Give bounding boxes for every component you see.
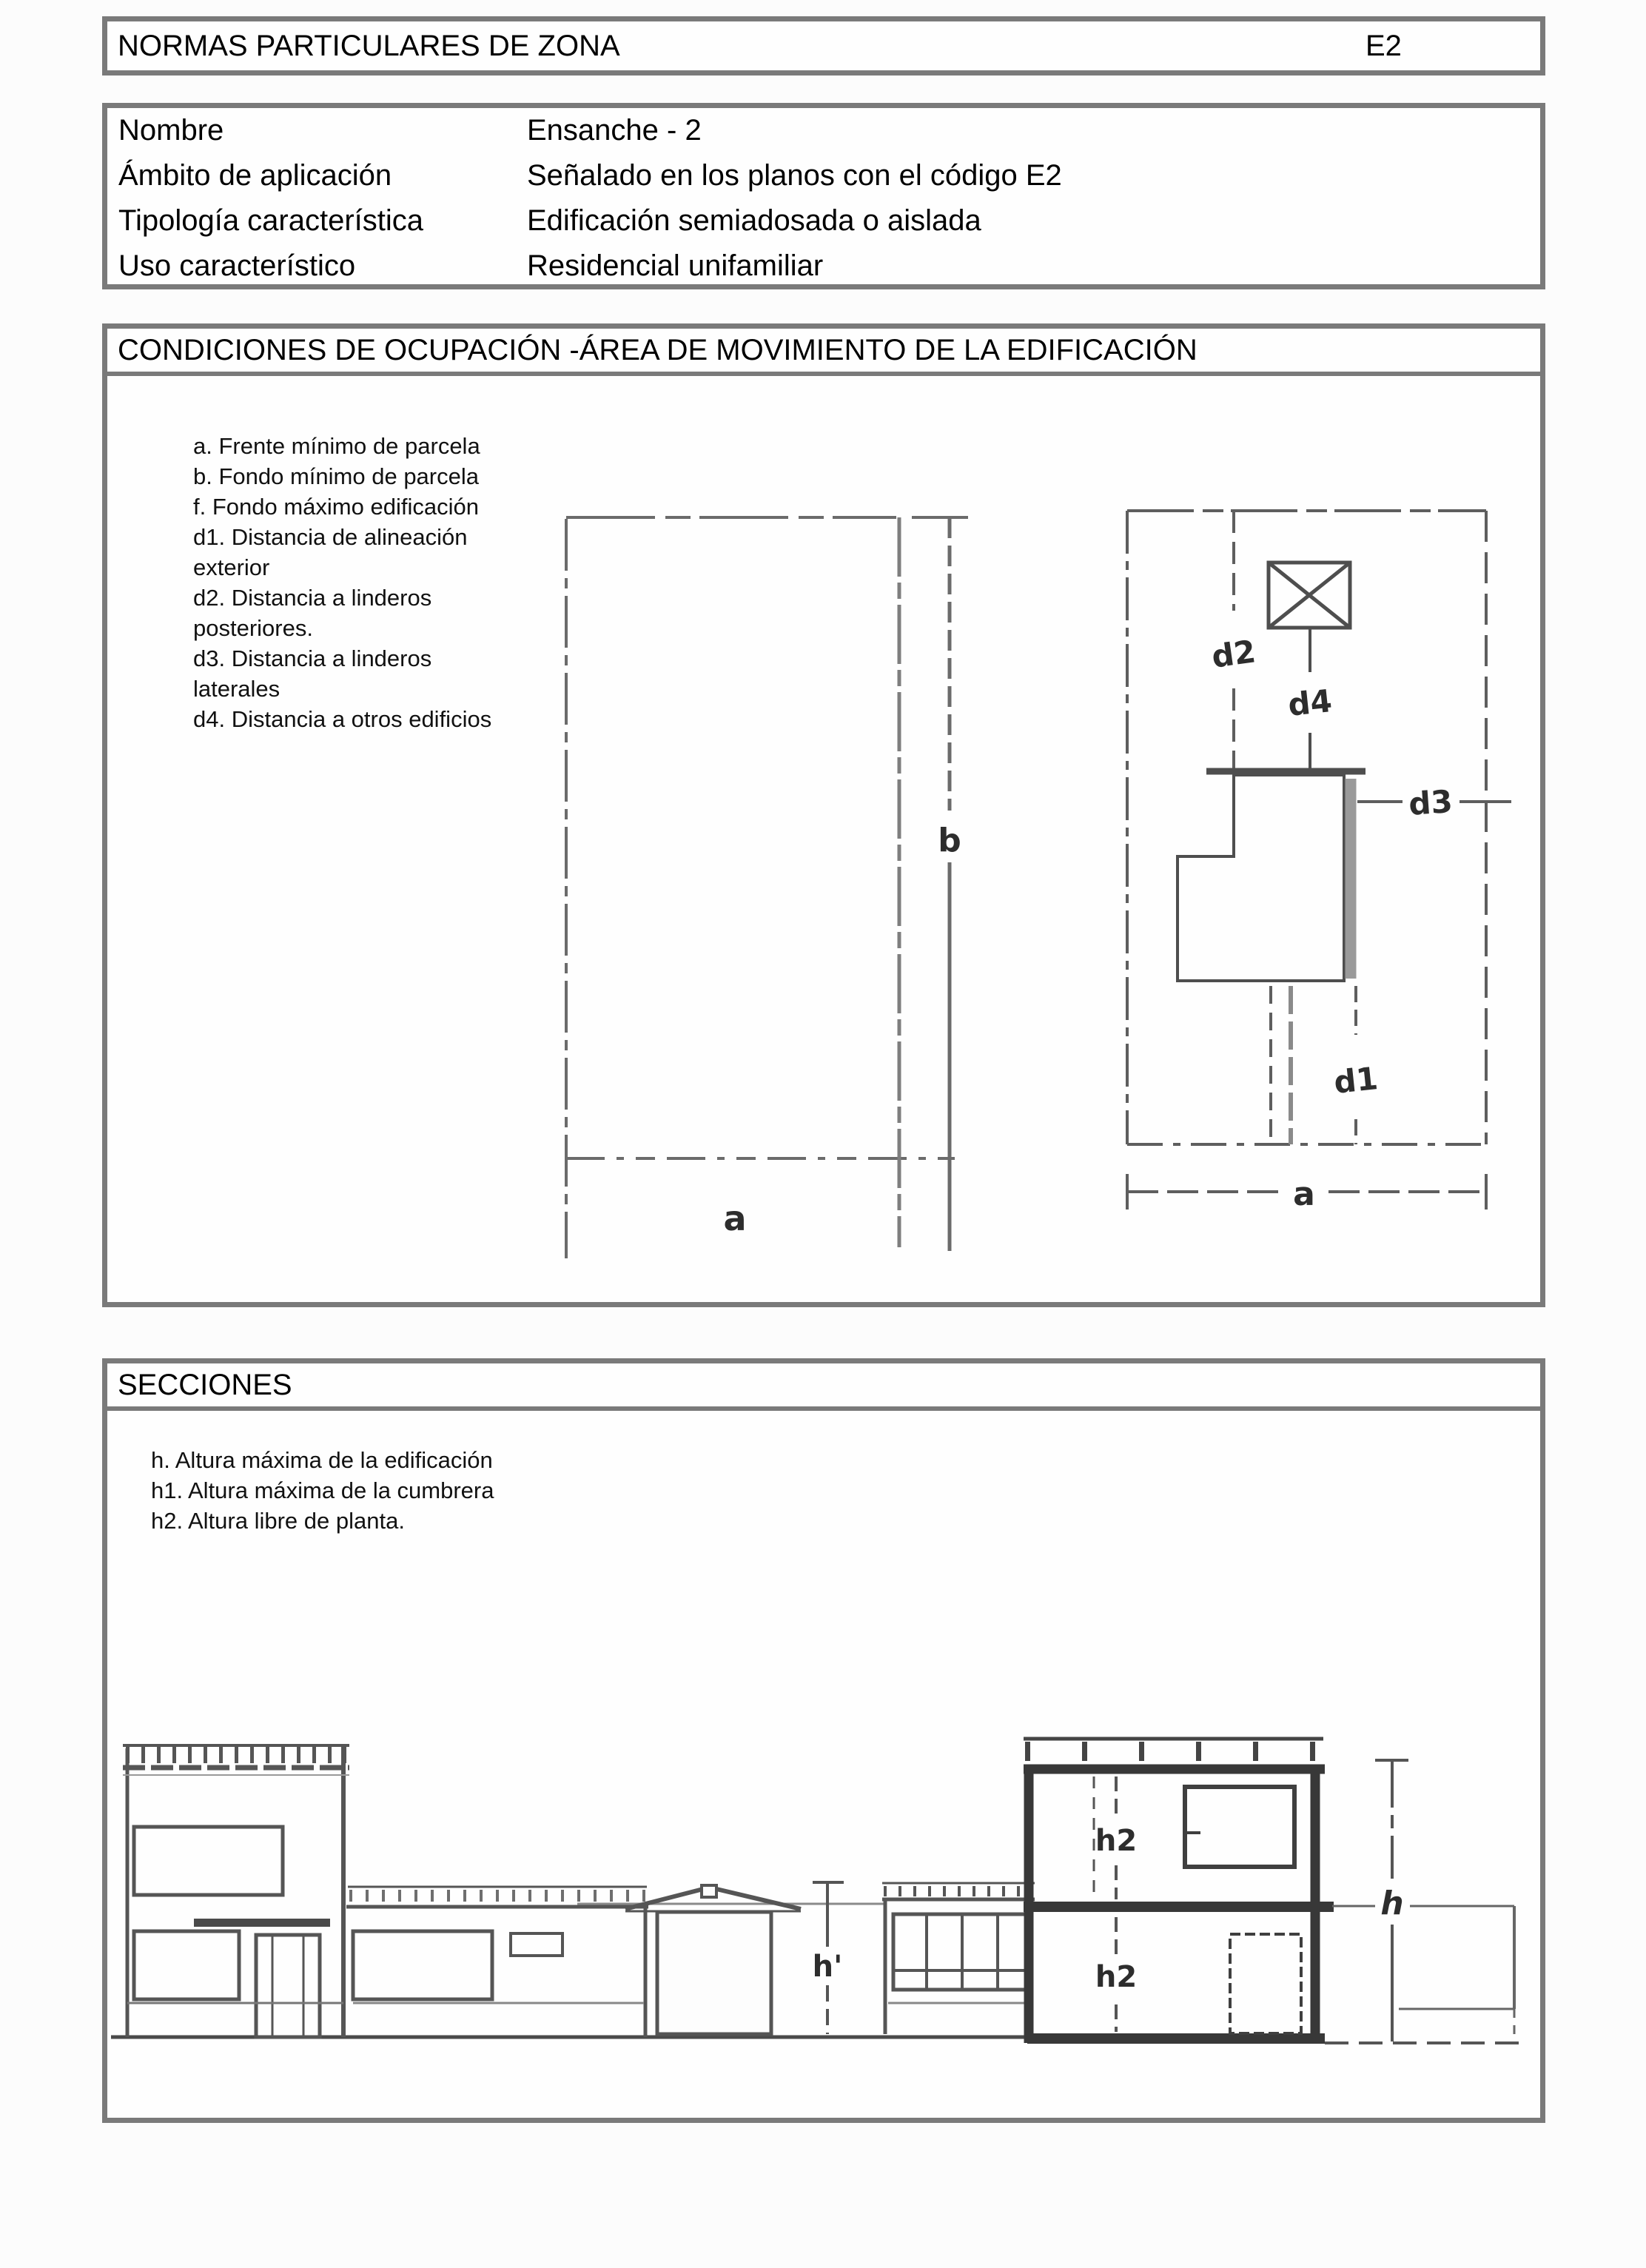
occupation-box: [102, 323, 1545, 1307]
legend-line: b. Fondo mínimo de parcela: [193, 463, 479, 489]
label-h: h: [1380, 1885, 1404, 1922]
label-a-right: a: [1293, 1175, 1315, 1213]
legend-line: exterior: [193, 554, 270, 580]
legend-line: h2. Altura libre de planta.: [151, 1508, 405, 1534]
sections-legend: [151, 1445, 494, 1536]
legend-line: a. Frente mínimo de parcela: [193, 433, 480, 459]
info-label: Ámbito de aplicación: [118, 159, 392, 192]
label-h2-lower: h2: [1095, 1960, 1138, 1994]
info-row: [107, 244, 1540, 289]
label-d4: d4: [1286, 682, 1334, 723]
legend-line: d4. Distancia a otros edificios: [193, 706, 492, 732]
label-b: b: [938, 822, 961, 859]
page-title: NORMAS PARTICULARES DE ZONA: [118, 30, 620, 62]
legend-line: h. Altura máxima de la edificación: [151, 1447, 493, 1473]
info-value: Residencial unifamiliar: [527, 249, 824, 282]
zone-code: E2: [1365, 30, 1402, 62]
occupation-legend: [193, 431, 491, 734]
label-a-left: a: [723, 1198, 747, 1238]
info-row: [107, 108, 1540, 153]
sections-title: SECCIONES: [107, 1363, 1540, 1411]
title-bar: [102, 16, 1545, 76]
info-row: [107, 153, 1540, 198]
legend-line: laterales: [193, 676, 281, 702]
occupation-title: CONDICIONES DE OCUPACIÓN -ÁREA DE MOVIMIENTO DE LA EDIFICACIÓN: [107, 329, 1540, 376]
legend-line: h1. Altura máxima de la cumbrera: [151, 1477, 494, 1503]
legend-line: d1. Distancia de alineación: [193, 524, 468, 550]
info-label: Nombre: [118, 114, 224, 147]
legend-line: f. Fondo máximo edificación: [193, 494, 479, 520]
label-d2: d2: [1209, 633, 1258, 675]
info-value: Ensanche - 2: [527, 114, 702, 147]
label-h2-upper: h2: [1095, 1824, 1138, 1858]
label-h-prime: h': [812, 1950, 843, 1984]
info-value: Edificación semiadosada o aislada: [527, 204, 981, 237]
info-label: Tipología característica: [118, 204, 424, 237]
sections-box: [102, 1358, 1545, 2123]
legend-line: posteriores.: [193, 615, 313, 641]
info-value: Señalado en los planos con el código E2: [527, 159, 1062, 192]
label-d1: d1: [1331, 1060, 1380, 1101]
label-d3: d3: [1407, 782, 1454, 823]
info-row: [107, 198, 1540, 244]
info-label: Uso característico: [118, 249, 356, 282]
info-table: [102, 103, 1545, 289]
legend-line: d3. Distancia a linderos: [193, 645, 432, 671]
legend-line: d2. Distancia a linderos: [193, 585, 432, 611]
